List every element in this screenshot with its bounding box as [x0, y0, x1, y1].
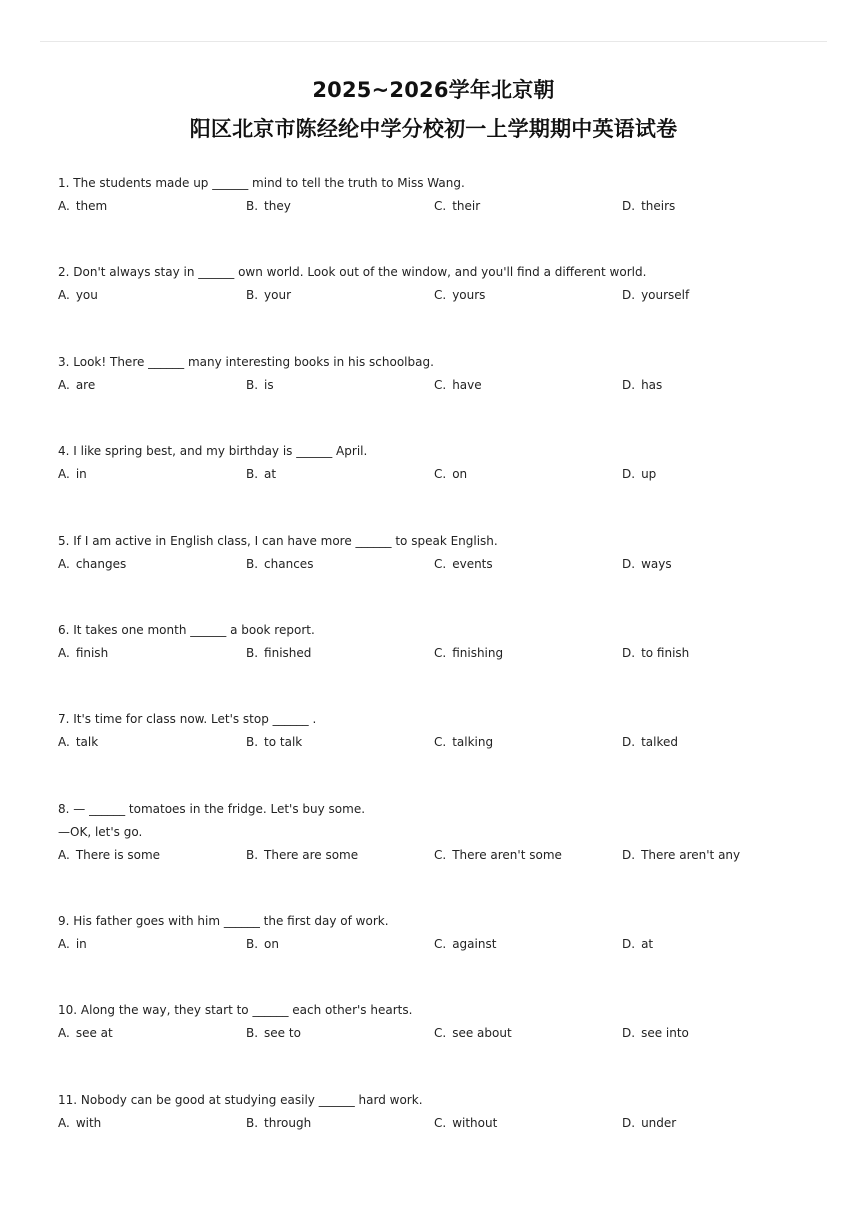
option-b — [246, 374, 274, 397]
option-letter: D. — [622, 288, 636, 302]
option-letter: B. — [246, 1116, 259, 1130]
option-letter: C. — [434, 848, 447, 862]
option-letter: C. — [434, 1116, 447, 1130]
option-letter: C. — [434, 467, 447, 481]
question-item — [58, 798, 838, 867]
option-text: theirs — [641, 199, 676, 213]
option-d — [622, 1112, 676, 1135]
option-text: without — [452, 1116, 498, 1130]
option-text: finished — [264, 646, 312, 660]
option-text: on — [264, 937, 279, 951]
option-c — [434, 463, 467, 486]
option-c — [434, 1112, 497, 1135]
option-letter: C. — [434, 937, 447, 951]
page-title-line-2: 阳区北京市陈经纶中学分校初一上学期期中英语试卷 — [189, 117, 678, 141]
option-text: at — [641, 937, 654, 951]
option-row — [58, 933, 838, 956]
option-row — [58, 284, 838, 307]
option-text: them — [75, 199, 108, 213]
option-d — [622, 195, 675, 218]
option-d — [622, 284, 689, 307]
option-letter: C. — [434, 378, 447, 392]
option-letter: C. — [434, 199, 447, 213]
question-item — [58, 351, 838, 397]
option-b — [246, 553, 313, 576]
option-text: see at — [75, 1026, 113, 1040]
option-letter: A. — [58, 199, 70, 213]
option-letter: B. — [246, 467, 259, 481]
option-d — [622, 731, 678, 754]
option-letter: D. — [622, 557, 636, 571]
option-text: they — [264, 199, 291, 213]
option-letter: B. — [246, 199, 259, 213]
option-letter: A. — [58, 646, 70, 660]
option-c — [434, 731, 493, 754]
option-text: has — [641, 378, 663, 392]
question-stem: 10. Along the way, they start to ______ each other's hearts. — [58, 1003, 413, 1017]
option-text: their — [452, 199, 481, 213]
option-a — [58, 933, 87, 956]
option-letter: A. — [58, 378, 70, 392]
option-text: on — [452, 467, 468, 481]
option-text: see to — [264, 1026, 301, 1040]
question-stem: 6. It takes one month ______ a book report. — [58, 623, 315, 637]
option-letter: C. — [434, 288, 447, 302]
option-c — [434, 195, 480, 218]
question-stem: 7. It's time for class now. Let's stop ______ . — [58, 712, 317, 726]
option-text: finish — [75, 646, 109, 660]
option-letter: D. — [622, 646, 636, 660]
option-text: under — [641, 1116, 677, 1130]
question-stem: 1. The students made up ______ mind to tell the truth to Miss Wang. — [58, 176, 465, 190]
option-letter: B. — [246, 937, 259, 951]
option-text: talking — [452, 735, 494, 749]
option-text: at — [264, 467, 277, 481]
question-stem: 9. His father goes with him ______ the first day of work. — [58, 914, 389, 928]
question-stem: 11. Nobody can be good at studying easily ______ hard work. — [58, 1093, 423, 1107]
option-letter: D. — [622, 467, 636, 481]
question-item — [58, 530, 838, 576]
option-b — [246, 933, 279, 956]
option-letter: B. — [246, 1026, 259, 1040]
option-letter: A. — [58, 557, 70, 571]
option-b — [246, 642, 311, 665]
option-letter: D. — [622, 937, 636, 951]
option-b — [246, 195, 291, 218]
question-stem-line: —OK, let's go. — [58, 825, 143, 839]
option-letter: C. — [434, 557, 447, 571]
option-row — [58, 731, 838, 754]
option-text: chances — [264, 557, 314, 571]
option-letter: B. — [246, 735, 259, 749]
option-d — [622, 642, 689, 665]
option-text: There is some — [75, 848, 161, 862]
option-text: changes — [75, 557, 127, 571]
option-a — [58, 844, 160, 867]
option-text: your — [264, 288, 292, 302]
option-text: see about — [452, 1026, 512, 1040]
option-row — [58, 553, 838, 576]
option-text: yourself — [641, 288, 690, 302]
option-text: through — [264, 1116, 312, 1130]
option-text: you — [75, 288, 98, 302]
option-text: with — [75, 1116, 102, 1130]
option-c — [434, 374, 482, 397]
option-text: to finish — [641, 646, 690, 660]
option-text: against — [452, 937, 497, 951]
option-row — [58, 374, 838, 397]
option-text: finishing — [452, 646, 504, 660]
option-c — [434, 844, 562, 867]
option-letter: D. — [622, 199, 636, 213]
option-b — [246, 844, 358, 867]
option-letter: A. — [58, 1116, 70, 1130]
option-a — [58, 374, 95, 397]
option-a — [58, 195, 107, 218]
option-row — [58, 844, 838, 867]
question-item — [58, 910, 838, 956]
question-stem: 4. I like spring best, and my birthday is ______ April. — [58, 444, 368, 458]
option-b — [246, 463, 276, 486]
option-b — [246, 1022, 301, 1045]
option-c — [434, 553, 493, 576]
option-letter: A. — [58, 288, 70, 302]
option-row — [58, 195, 838, 218]
question-item — [58, 172, 838, 218]
question-item — [58, 1089, 838, 1135]
option-letter: D. — [622, 1116, 636, 1130]
option-c — [434, 284, 485, 307]
option-letter: C. — [434, 1026, 447, 1040]
option-letter: B. — [246, 288, 259, 302]
option-a — [58, 1112, 101, 1135]
question-item — [58, 440, 838, 486]
option-letter: A. — [58, 467, 70, 481]
option-text: in — [75, 467, 87, 481]
option-letter: C. — [434, 735, 447, 749]
option-c — [434, 642, 503, 665]
option-letter: A. — [58, 848, 70, 862]
option-a — [58, 642, 108, 665]
question-item — [58, 999, 838, 1045]
option-d — [622, 374, 662, 397]
option-row — [58, 642, 838, 665]
option-text: There are some — [264, 848, 359, 862]
option-d — [622, 933, 653, 956]
option-text: talked — [641, 735, 678, 749]
option-d — [622, 844, 740, 867]
option-letter: B. — [246, 646, 259, 660]
option-row — [58, 1112, 838, 1135]
option-row — [58, 463, 838, 486]
option-a — [58, 463, 87, 486]
question-stem: 2. Don't always stay in ______ own world. Look out of the window, and you'll find a different world. — [58, 265, 647, 279]
option-letter: D. — [622, 378, 636, 392]
option-d — [622, 463, 656, 486]
option-letter: D. — [622, 1026, 636, 1040]
option-a — [58, 1022, 113, 1045]
option-a — [58, 284, 98, 307]
option-b — [246, 284, 291, 307]
option-c — [434, 933, 496, 956]
option-text: in — [75, 937, 87, 951]
option-letter: A. — [58, 735, 70, 749]
option-text: yours — [452, 288, 486, 302]
question-item — [58, 619, 838, 665]
option-letter: B. — [246, 557, 259, 571]
option-text: talk — [75, 735, 99, 749]
option-a — [58, 731, 98, 754]
question-item — [58, 261, 838, 307]
option-letter: D. — [622, 735, 636, 749]
option-letter: A. — [58, 937, 70, 951]
option-text: There aren't any — [641, 848, 741, 862]
option-letter: A. — [58, 1026, 70, 1040]
option-letter: C. — [434, 646, 447, 660]
option-d — [622, 1022, 689, 1045]
header-divider — [40, 41, 827, 42]
option-row — [58, 1022, 838, 1045]
question-stem: 5. If I am active in English class, I can have more ______ to speak English. — [58, 534, 498, 548]
option-b — [246, 1112, 311, 1135]
question-item — [58, 708, 838, 754]
question-stem: 8. — ______ tomatoes in the fridge. Let's buy some. — [58, 802, 366, 816]
option-text: are — [75, 378, 96, 392]
option-letter: B. — [246, 848, 259, 862]
option-text: have — [452, 378, 482, 392]
question-stem: 3. Look! There ______ many interesting books in his schoolbag. — [58, 355, 434, 369]
page-title-line-1: 2025~2026学年北京朝 — [312, 78, 555, 102]
option-text: to talk — [264, 735, 303, 749]
option-text: There aren't some — [452, 848, 562, 862]
option-text: ways — [641, 557, 672, 571]
option-text: up — [641, 467, 657, 481]
option-text: see into — [641, 1026, 689, 1040]
option-d — [622, 553, 672, 576]
option-letter: D. — [622, 848, 636, 862]
option-a — [58, 553, 126, 576]
option-b — [246, 731, 302, 754]
option-text: is — [264, 378, 274, 392]
option-text: events — [452, 557, 493, 571]
option-letter: B. — [246, 378, 259, 392]
option-c — [434, 1022, 512, 1045]
